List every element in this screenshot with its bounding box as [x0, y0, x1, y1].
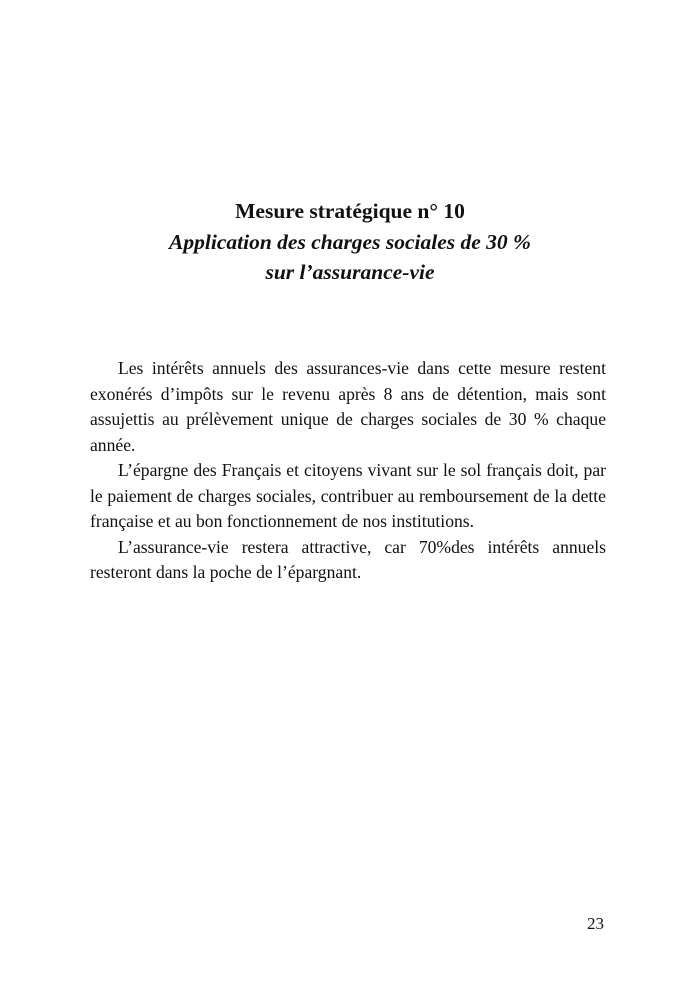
body-text: [90, 356, 606, 586]
paragraph-3: L’assurance-vie restera attractive, car 70%des intérêts annuels resteront dans la poche de l’épargnant.: [90, 536, 606, 582]
page-number: 23: [587, 914, 604, 933]
paragraph-1: Les intérêts annuels des assurances-vie dans cette mesure restent exonérés d’impôts sur le revenu après 8 ans de détention, mais sont assujettis au prélèvement unique de charges sociales de 30 % chaque année.: [90, 358, 606, 455]
measure-subtitle-line-2: sur l’assurance-vie: [265, 260, 435, 284]
measure-title: Mesure stratégique n° 10: [235, 199, 465, 223]
section-heading: [90, 196, 610, 287]
paragraph-2: L’épargne des Français et citoyens vivant sur le sol français doit, par le paiement de charges sociales, contribuer au remboursement de la dette française et au bon fonctionnement de nos institutions.: [90, 460, 606, 531]
measure-subtitle-line-1: Application des charges sociales de 30 %: [169, 230, 531, 254]
